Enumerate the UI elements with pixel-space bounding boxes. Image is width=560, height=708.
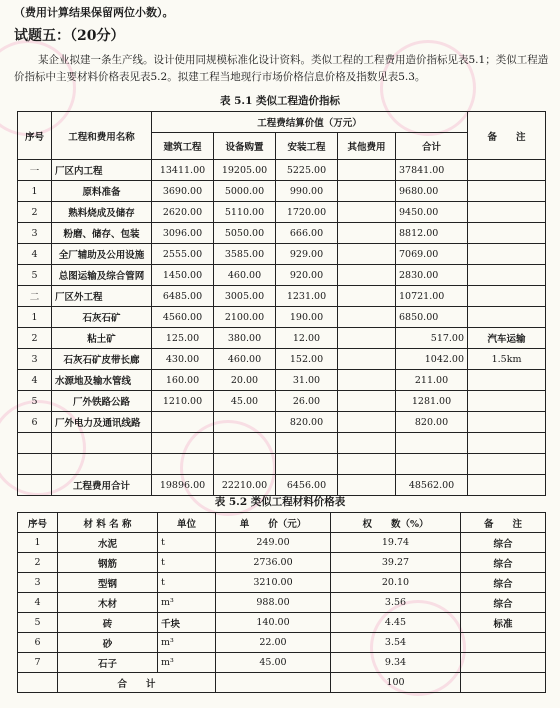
similar-project-cost-table [17, 111, 546, 496]
t2-cell-seq [18, 673, 58, 693]
t1-cell-install: 990.00 [276, 181, 338, 202]
table-row [18, 613, 546, 633]
t1-cell-other [338, 475, 396, 496]
table-row-total [18, 475, 546, 496]
t1-cell-remark [468, 244, 546, 265]
t2-cell-seq: 2 [18, 553, 58, 573]
t1-cell-name: 厂外电力及通讯线路 [52, 412, 152, 433]
t1-cell-build: 6485.00 [152, 286, 214, 307]
t1-header-install: 安装工程 [276, 133, 338, 160]
question-title: 试题五：（20分） [14, 28, 125, 44]
t1-cell-name: 熟料烧成及储存 [52, 202, 152, 223]
table-row [18, 349, 546, 370]
t2-cell-remark: 综合 [461, 533, 546, 553]
t2-cell-remark [461, 673, 546, 693]
t1-cell-other [338, 349, 396, 370]
t1-cell-seq: 1 [18, 307, 52, 328]
t1-header-group: 工程费结算价值（万元） [152, 112, 468, 133]
t1-cell-equip: 3585.00 [214, 244, 276, 265]
t1-cell-install: 190.00 [276, 307, 338, 328]
t2-cell-unit: t [158, 533, 216, 553]
t1-cell-equip: 45.00 [214, 391, 276, 412]
t1-cell-build: 2620.00 [152, 202, 214, 223]
t1-cell-seq: 2 [18, 328, 52, 349]
t1-cell-install: 920.00 [276, 265, 338, 286]
t1-cell-total: 2830.00 [396, 265, 468, 286]
t2-cell-remark: 标准 [461, 613, 546, 633]
t2-header-unit: 单位 [158, 513, 216, 533]
t1-cell-name [52, 454, 152, 475]
table-row [18, 223, 546, 244]
t1-cell-seq: 5 [18, 265, 52, 286]
t1-cell-build [152, 454, 214, 475]
t1-cell-name: 总图运输及综合管网 [52, 265, 152, 286]
t1-cell-equip: 22210.00 [214, 475, 276, 496]
t1-cell-other [338, 223, 396, 244]
t1-cell-total: 8812.00 [396, 223, 468, 244]
t1-cell-build: 13411.00 [152, 160, 214, 181]
t1-cell-install: 152.00 [276, 349, 338, 370]
t1-cell-seq [18, 433, 52, 454]
t1-cell-other [338, 307, 396, 328]
t1-header-remark: 备 注 [468, 112, 546, 160]
t1-header-other: 其他费用 [338, 133, 396, 160]
t1-cell-name: 石灰石矿 [52, 307, 152, 328]
t1-cell-install: 929.00 [276, 244, 338, 265]
t2-cell-unit: t [158, 573, 216, 593]
intro-paragraph: 某企业拟建一条生产线。设计使用同规模标准化设计资料。类似工程的工程费用造价指标见表5.1；类似工程造价指标中主要材料价格表见表5.2。拟建工程当地现行市场价格信息价格及指数见表5.3。 [14, 54, 549, 83]
t1-cell-remark [468, 454, 546, 475]
t1-cell-name: 粉磨、储存、包装 [52, 223, 152, 244]
t2-cell-seq: 6 [18, 633, 58, 653]
t1-cell-name: 原料准备 [52, 181, 152, 202]
t2-cell-weight: 3.56 [331, 593, 461, 613]
t2-cell-seq: 1 [18, 533, 58, 553]
t2-header-weight: 权 数（%） [331, 513, 461, 533]
t1-cell-install: 820.00 [276, 412, 338, 433]
t1-cell-seq: 6 [18, 412, 52, 433]
t1-cell-total [396, 454, 468, 475]
t1-cell-other [338, 265, 396, 286]
t1-cell-name: 工程费用合计 [52, 475, 152, 496]
table-row [18, 244, 546, 265]
t1-header-seq: 序号 [18, 112, 52, 160]
t1-cell-other [338, 202, 396, 223]
t1-cell-build: 1450.00 [152, 265, 214, 286]
t1-cell-total: 211.00 [396, 370, 468, 391]
t1-cell-equip: 5110.00 [214, 202, 276, 223]
t1-header-build: 建筑工程 [152, 133, 214, 160]
t2-cell-unit: m³ [158, 633, 216, 653]
table-row [18, 533, 546, 553]
t1-cell-total: 7069.00 [396, 244, 468, 265]
t1-cell-install: 31.00 [276, 370, 338, 391]
t2-cell-seq: 3 [18, 573, 58, 593]
t1-cell-remark [468, 202, 546, 223]
t1-cell-remark [468, 433, 546, 454]
t1-cell-seq: 5 [18, 391, 52, 412]
table-row [18, 633, 546, 653]
t1-cell-total: 37841.00 [396, 160, 468, 181]
table-row [18, 181, 546, 202]
t2-cell-seq: 4 [18, 593, 58, 613]
t1-header-name: 工程和费用名称 [52, 112, 152, 160]
t1-cell-seq [18, 475, 52, 496]
t1-cell-other [338, 454, 396, 475]
table-row [18, 573, 546, 593]
t1-cell-total: 517.00 [396, 328, 468, 349]
t1-cell-total: 10721.00 [396, 286, 468, 307]
t1-cell-build [152, 412, 214, 433]
t2-cell-price: 249.00 [216, 533, 331, 553]
t2-cell-price: 22.00 [216, 633, 331, 653]
t2-total-label: 合 计 [58, 673, 216, 693]
t1-cell-seq: 2 [18, 202, 52, 223]
t2-cell-unit: m³ [158, 653, 216, 673]
t1-cell-remark [468, 181, 546, 202]
t1-cell-build: 3690.00 [152, 181, 214, 202]
t1-cell-total [396, 433, 468, 454]
t1-cell-name [52, 433, 152, 454]
t1-cell-seq: 1 [18, 181, 52, 202]
table-row [18, 160, 546, 181]
t1-cell-install: 6456.00 [276, 475, 338, 496]
t1-cell-other [338, 160, 396, 181]
table-row [18, 307, 546, 328]
t1-cell-build: 2555.00 [152, 244, 214, 265]
t1-cell-remark [468, 412, 546, 433]
t1-cell-remark [468, 223, 546, 244]
t1-cell-name: 粘土矿 [52, 328, 152, 349]
t2-cell-price: 988.00 [216, 593, 331, 613]
t1-cell-other [338, 433, 396, 454]
t1-cell-total: 9680.00 [396, 181, 468, 202]
t1-cell-other [338, 286, 396, 307]
t1-cell-build: 125.00 [152, 328, 214, 349]
t2-cell-name: 砖 [58, 613, 158, 633]
t2-cell-price: 140.00 [216, 613, 331, 633]
t1-cell-seq: 4 [18, 370, 52, 391]
t1-cell-remark: 1.5km [468, 349, 546, 370]
t1-cell-build: 160.00 [152, 370, 214, 391]
t1-header-equip: 设备购置 [214, 133, 276, 160]
rounding-note: （费用计算结果保留两位小数）。 [14, 6, 174, 19]
t1-cell-total: 6850.00 [396, 307, 468, 328]
t1-cell-name: 厂区外工程 [52, 286, 152, 307]
table-row [18, 433, 546, 454]
t1-cell-name: 厂外铁路公路 [52, 391, 152, 412]
t2-cell-name: 水泥 [58, 533, 158, 553]
t1-cell-install [276, 433, 338, 454]
t1-cell-build: 4560.00 [152, 307, 214, 328]
t1-cell-build [152, 433, 214, 454]
table-row [18, 653, 546, 673]
t1-cell-build: 19896.00 [152, 475, 214, 496]
t1-cell-total: 820.00 [396, 412, 468, 433]
t1-cell-name: 水源地及输水管线 [52, 370, 152, 391]
t2-cell-weight: 20.10 [331, 573, 461, 593]
t1-cell-seq: 4 [18, 244, 52, 265]
table-row [18, 454, 546, 475]
table-row [18, 286, 546, 307]
t2-cell-price: 2736.00 [216, 553, 331, 573]
t2-cell-unit: 千块 [158, 613, 216, 633]
t1-cell-equip [214, 412, 276, 433]
t1-cell-remark [468, 307, 546, 328]
t2-header-seq: 序号 [18, 513, 58, 533]
t1-cell-equip: 5000.00 [214, 181, 276, 202]
t1-cell-install: 12.00 [276, 328, 338, 349]
t2-cell-seq: 5 [18, 613, 58, 633]
t1-cell-equip: 460.00 [214, 265, 276, 286]
t1-cell-equip: 460.00 [214, 349, 276, 370]
t1-cell-equip: 3005.00 [214, 286, 276, 307]
table-row [18, 593, 546, 613]
t1-cell-install: 5225.00 [276, 160, 338, 181]
material-price-table [17, 512, 546, 693]
t2-cell-price: 3210.00 [216, 573, 331, 593]
table-row [18, 265, 546, 286]
t1-cell-build: 1210.00 [152, 391, 214, 412]
t1-cell-equip: 380.00 [214, 328, 276, 349]
t2-cell-remark: 综合 [461, 573, 546, 593]
t1-cell-other [338, 328, 396, 349]
t1-cell-equip: 5050.00 [214, 223, 276, 244]
t2-cell-name: 钢筋 [58, 553, 158, 573]
t2-cell-weight: 39.27 [331, 553, 461, 573]
t2-cell-weight: 4.45 [331, 613, 461, 633]
t2-cell-name: 木材 [58, 593, 158, 613]
t1-cell-seq: 3 [18, 223, 52, 244]
t2-header-remark: 备 注 [461, 513, 546, 533]
t1-cell-remark [468, 370, 546, 391]
t1-cell-other [338, 391, 396, 412]
table-row [18, 202, 546, 223]
t1-cell-name: 全厂辅助及公用设施 [52, 244, 152, 265]
table-row-total [18, 673, 546, 693]
t2-header-price: 单 价（元） [216, 513, 331, 533]
t1-cell-build: 430.00 [152, 349, 214, 370]
t1-cell-remark [468, 391, 546, 412]
t2-cell-unit: m³ [158, 593, 216, 613]
t1-cell-equip: 2100.00 [214, 307, 276, 328]
t1-cell-remark: 汽车运输 [468, 328, 546, 349]
t1-cell-name: 石灰石矿皮带长廊 [52, 349, 152, 370]
t2-cell-price [216, 673, 331, 693]
t1-cell-other [338, 412, 396, 433]
t1-cell-install: 26.00 [276, 391, 338, 412]
table-row [18, 391, 546, 412]
t2-cell-remark: 综合 [461, 593, 546, 613]
t2-cell-price: 45.00 [216, 653, 331, 673]
t2-cell-remark: 综合 [461, 553, 546, 573]
t1-cell-other [338, 244, 396, 265]
t2-cell-name: 石子 [58, 653, 158, 673]
t2-cell-weight: 19.74 [331, 533, 461, 553]
t2-cell-remark [461, 653, 546, 673]
t1-cell-remark [468, 160, 546, 181]
t1-cell-seq [18, 454, 52, 475]
t1-cell-total: 9450.00 [396, 202, 468, 223]
t1-cell-equip [214, 454, 276, 475]
t1-cell-remark [468, 475, 546, 496]
table1-caption: 表 5.1 类似工程造价指标 [219, 95, 341, 107]
t1-cell-equip: 19205.00 [214, 160, 276, 181]
t1-header-total: 合计 [396, 133, 468, 160]
t2-cell-weight: 3.54 [331, 633, 461, 653]
table2-caption: 表 5.2 类似工程材料价格表 [214, 496, 346, 508]
t2-header-name: 材 料 名 称 [58, 513, 158, 533]
t1-cell-install: 1231.00 [276, 286, 338, 307]
t2-cell-weight: 9.34 [331, 653, 461, 673]
t1-cell-equip [214, 433, 276, 454]
t1-cell-install [276, 454, 338, 475]
t2-total-weight: 100 [331, 673, 461, 693]
t1-cell-seq: 一 [18, 160, 52, 181]
t1-cell-other [338, 181, 396, 202]
t1-cell-seq: 二 [18, 286, 52, 307]
t1-cell-install: 666.00 [276, 223, 338, 244]
table-row [18, 412, 546, 433]
t1-cell-seq: 3 [18, 349, 52, 370]
table-row [18, 370, 546, 391]
t2-cell-seq: 7 [18, 653, 58, 673]
t1-cell-equip: 20.00 [214, 370, 276, 391]
t1-cell-total: 1042.00 [396, 349, 468, 370]
table-row [18, 328, 546, 349]
t1-cell-remark [468, 265, 546, 286]
t1-cell-remark [468, 286, 546, 307]
t1-cell-name: 厂区内工程 [52, 160, 152, 181]
t1-cell-total: 1281.00 [396, 391, 468, 412]
table-row [18, 553, 546, 573]
t2-cell-remark [461, 633, 546, 653]
t2-cell-name: 型钢 [58, 573, 158, 593]
t1-cell-build: 3096.00 [152, 223, 214, 244]
t1-cell-other [338, 370, 396, 391]
t1-cell-total: 48562.00 [396, 475, 468, 496]
t2-cell-unit: t [158, 553, 216, 573]
t1-cell-install: 1720.00 [276, 202, 338, 223]
t2-cell-name: 砂 [58, 633, 158, 653]
